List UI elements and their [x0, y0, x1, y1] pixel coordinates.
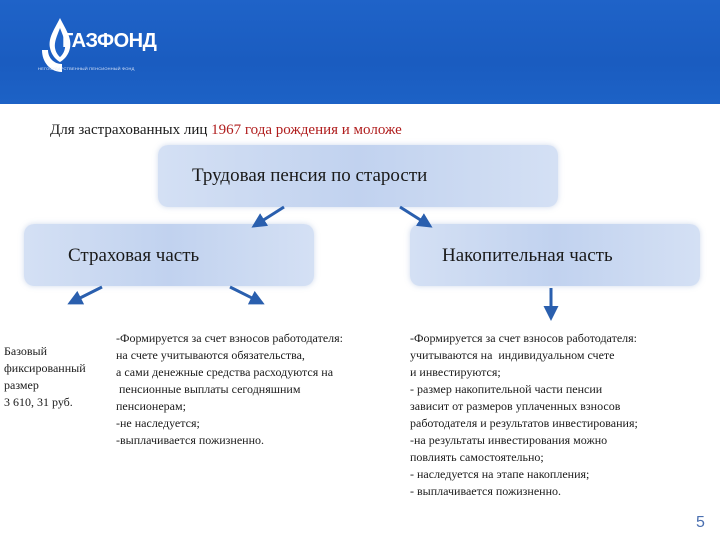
funded-details-text: -Формируется за счет взносов работодателя: учитываются на индивидуальном счете и инвестируются; - размер накопительной части пенсии зависит от размеров уплаченных взносов работодателя и результатов инвестирования; -на результаты инвестирования можно повлиять самостоятельно; - наследуется на этапе накопления; - выплачивается пожизненно. — [410, 331, 638, 498]
funded-part-label: Накопительная часть — [442, 245, 613, 266]
arrow-insurance-to-base — [70, 287, 102, 303]
insurance-part-label: Страховая часть — [68, 245, 200, 266]
brand-name: ГАЗФОНД — [62, 30, 157, 52]
page-number: 5 — [696, 514, 705, 531]
intro-prefix: Для застрахованных лиц — [50, 122, 212, 138]
arrow-root-to-funded — [400, 207, 430, 226]
arrow-insurance-to-details — [230, 287, 262, 303]
insurance-details-text: -Формируется за счет взносов работодателя: на счете учитываются обязательства, а сами денежные средства расходуются на пенсионные выплаты сегодняшним пенсионерам; -не наследуется; -выплачивается пожизненно. — [116, 331, 343, 447]
brand-tagline: НЕГОСУДАРСТВЕННЫЙ ПЕНСИОННЫЙ ФОНД — [38, 66, 135, 71]
root-label: Трудовая пенсия по старости — [192, 165, 428, 186]
arrow-root-to-insurance — [254, 207, 284, 226]
intro-highlight: 1967 года рождения и моложе — [211, 122, 402, 138]
base-size-text: Базовый фиксированный размер 3 610, 31 руб. — [4, 344, 86, 409]
